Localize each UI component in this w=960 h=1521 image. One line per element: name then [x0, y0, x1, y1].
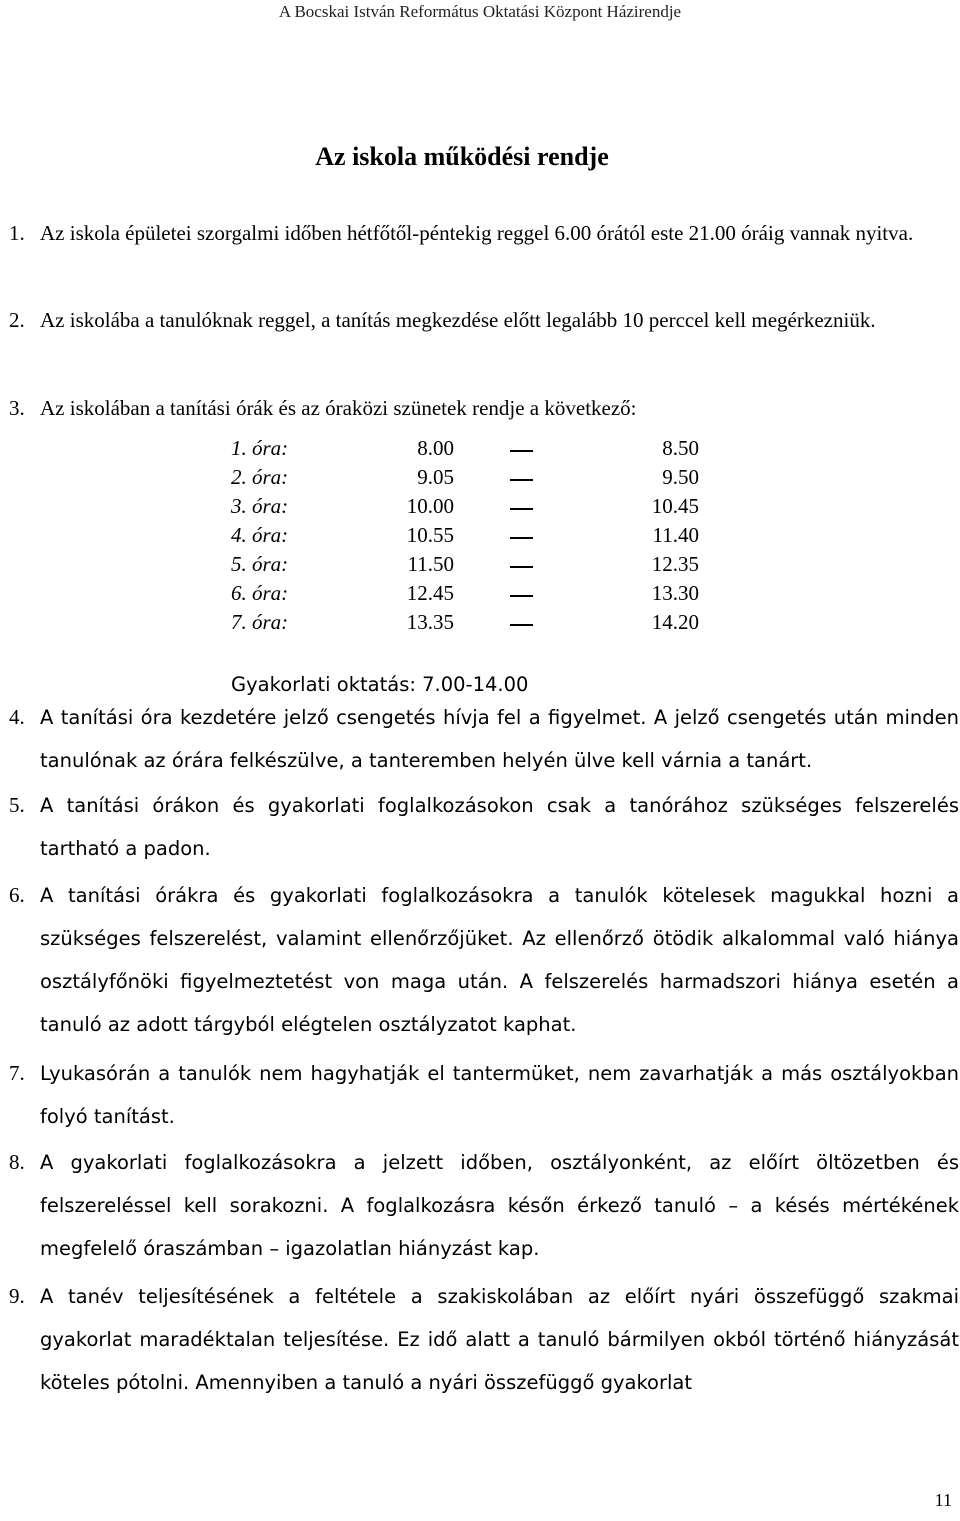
schedule-row	[231, 552, 711, 581]
period-end: 13.30	[651, 581, 699, 605]
period-start: 11.50	[407, 552, 454, 576]
period-label: 6. óra:	[231, 581, 289, 605]
item-text: A tanítási óra kezdetére jelző csengetés hívja fel a figyelmet. A jelző csengetés után minden tanulónak az órára felkészülve, a tanteremben helyén ülve kell várnia a tanárt.	[40, 706, 959, 772]
item-number: 8.	[9, 1150, 25, 1174]
item-text: Az iskolába a tanulóknak reggel, a tanítás megkezdése előtt legalább 10 perccel kell megérkezniük.	[40, 308, 876, 332]
lesson-schedule	[231, 436, 711, 639]
item-text: A tanítási órákra és gyakorlati foglalkozásokra a tanulók kötelesek magukkal hozni a szükséges felszerelést, valamint ellenőrzőjüket. Az ellenőrző ötödik alkalommal való hiánya osztályfőnöki figyelmeztetést von maga után. A felszerelés harmadszori hiánya esetén a tanuló az adott tárgyból elégtelen osztályzatot kaphat.	[40, 884, 959, 1036]
item-text: A tanítási órákon és gyakorlati foglalkozásokon csak a tanórához szükséges felszerelés tartható a padon.	[40, 794, 959, 860]
item-text: Az iskolában a tanítási órák és az óraközi szünetek rendje a következő:	[40, 396, 637, 420]
schedule-row	[231, 436, 711, 465]
period-start: 9.05	[417, 465, 454, 489]
period-start: 10.55	[406, 523, 454, 547]
list-item	[9, 1052, 959, 1138]
period-start: 12.45	[406, 581, 454, 605]
range-dash	[510, 508, 533, 510]
period-label: 1. óra:	[231, 436, 289, 460]
item-number: 7.	[9, 1061, 25, 1085]
schedule-row	[231, 523, 711, 552]
range-dash	[510, 624, 533, 626]
item-number: 3.	[9, 396, 25, 420]
item-text: Lyukasórán a tanulók nem hagyhatják el tantermüket, nem zavarhatják a más osztályokban folyó tanítást.	[40, 1062, 959, 1128]
item-number: 1.	[9, 221, 25, 245]
page-number: 11	[934, 1490, 952, 1510]
section-title: Az iskola működési rendje	[315, 142, 609, 171]
period-end: 9.50	[662, 465, 699, 489]
schedule-row	[231, 465, 711, 494]
item-number: 9.	[9, 1284, 25, 1308]
period-label: 5. óra:	[231, 552, 289, 576]
list-item	[9, 386, 959, 430]
period-end: 14.20	[651, 610, 699, 634]
period-start: 10.00	[406, 494, 454, 518]
list-item	[9, 784, 959, 870]
list-item	[9, 298, 959, 342]
period-end: 12.35	[651, 552, 699, 576]
list-item	[9, 1141, 959, 1270]
period-end: 8.50	[662, 436, 699, 460]
list-item	[9, 1275, 959, 1404]
item-text: A tanév teljesítésének a feltétele a szakiskolában az előírt nyári összefüggő szakmai gyakorlat maradéktalan teljesítése. Ez idő alatt a tanuló bármilyen okból történő hiányzását köteles pótolni. Amennyiben a tanuló a nyári összefüggő gyakorlat	[40, 1285, 959, 1394]
range-dash	[510, 566, 533, 568]
period-end: 10.45	[651, 494, 699, 518]
item-number: 5.	[9, 793, 25, 817]
item-text: Az iskola épületei szorgalmi időben hétfőtől-péntekig reggel 6.00 órától este 21.00 óráig vannak nyitva.	[40, 221, 914, 245]
range-dash	[510, 479, 533, 481]
range-dash	[510, 450, 533, 452]
period-start: 13.35	[406, 610, 454, 634]
range-dash	[510, 595, 533, 597]
period-label: 4. óra:	[231, 523, 289, 547]
list-item	[9, 696, 959, 782]
item-number: 6.	[9, 883, 25, 907]
schedule-row	[231, 610, 711, 639]
period-end: 11.40	[652, 523, 699, 547]
item-number: 4.	[9, 705, 25, 729]
running-header: A Bocskai István Református Oktatási Központ Házirendje	[278, 2, 682, 21]
period-label: 2. óra:	[231, 465, 289, 489]
practice-hours: Gyakorlati oktatás: 7.00-14.00	[231, 673, 529, 696]
range-dash	[510, 537, 533, 539]
list-item	[9, 211, 959, 255]
schedule-row	[231, 494, 711, 523]
item-number: 2.	[9, 308, 25, 332]
period-label: 7. óra:	[231, 610, 289, 634]
schedule-row	[231, 581, 711, 610]
period-start: 8.00	[417, 436, 454, 460]
list-item	[9, 874, 959, 1046]
item-text: A gyakorlati foglalkozásokra a jelzett időben, osztályonként, az előírt öltözetben és felszereléssel kell sorakozni. A foglalkozásra későn érkező tanuló – a késés mértékének megfelelő óraszámban – igazolatlan hiányzást kap.	[40, 1151, 959, 1260]
period-label: 3. óra:	[231, 494, 289, 518]
